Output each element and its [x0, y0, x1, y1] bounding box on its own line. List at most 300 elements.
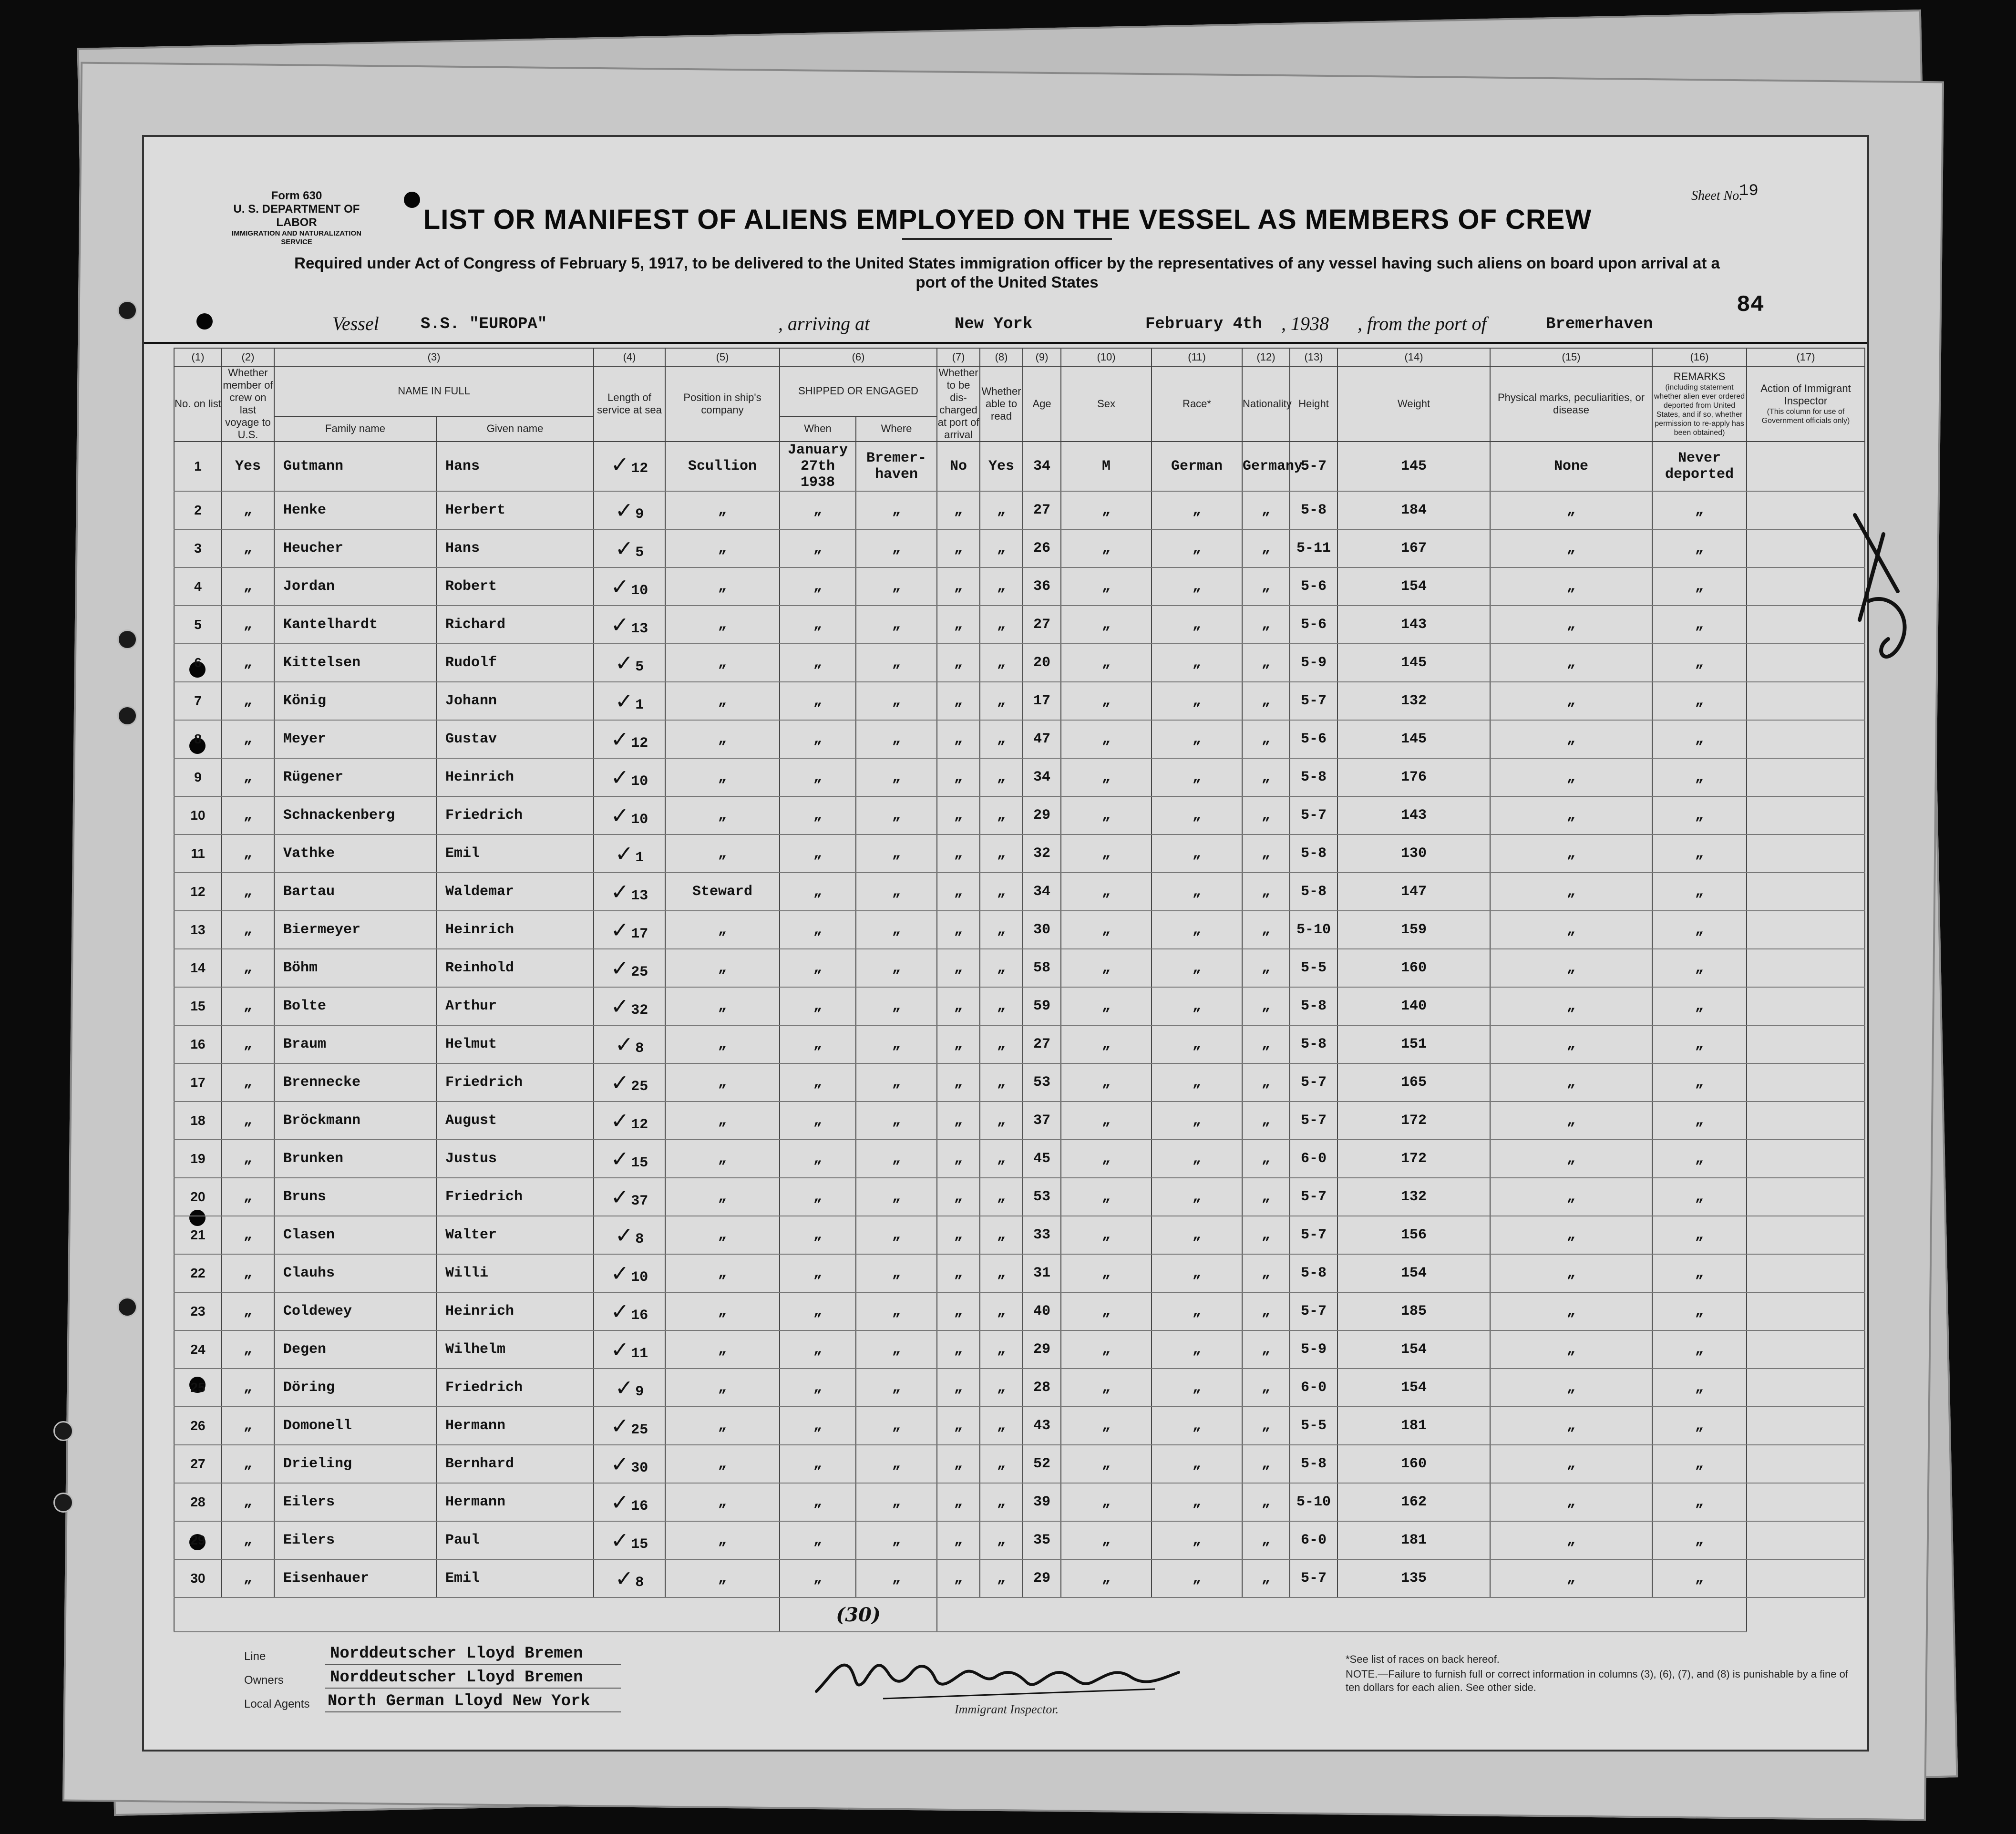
discharged-flag-cell [937, 987, 980, 1025]
remarks-cell [1652, 567, 1747, 606]
row-number: 9 [194, 770, 202, 784]
age-cell [1023, 758, 1061, 796]
family-name: Brunken [283, 1151, 344, 1167]
family-name: Bruns [283, 1189, 327, 1205]
nationality: „ [1262, 1113, 1271, 1129]
remarks: „ [1695, 1494, 1704, 1510]
shipped-where: „ [892, 1227, 901, 1243]
crew-member-flag-cell [222, 682, 274, 720]
remarks-cell [1652, 1178, 1747, 1216]
discharged-flag: „ [954, 1494, 963, 1510]
physical-marks-cell [1490, 1407, 1652, 1445]
height: 5-5 [1301, 960, 1327, 976]
arriving-port: New York [955, 315, 1033, 333]
age-cell [1023, 442, 1061, 491]
weight-cell [1337, 1063, 1490, 1102]
age-cell [1023, 491, 1061, 529]
given-name-cell [436, 529, 594, 567]
age: 53 [1033, 1189, 1051, 1205]
action-cell [1747, 1369, 1865, 1407]
discharged-flag: „ [954, 807, 963, 824]
family-name-cell [274, 1292, 436, 1330]
given-name: Willi [445, 1265, 489, 1281]
position: Steward [692, 884, 753, 900]
table-row [174, 835, 1865, 873]
able-to-read-cell [980, 1140, 1023, 1178]
weight: 135 [1401, 1570, 1427, 1587]
nationality-cell [1242, 1063, 1290, 1102]
sex: „ [1102, 502, 1111, 518]
shipped-where-cell [856, 1216, 937, 1254]
able-to-read: „ [997, 1570, 1006, 1587]
race: „ [1193, 1227, 1202, 1243]
nationality-cell [1242, 720, 1290, 758]
shipped-when: „ [813, 1151, 823, 1167]
sex-cell [1061, 1330, 1152, 1369]
family-name-cell [274, 1140, 436, 1178]
given-name-cell [436, 491, 594, 529]
crew-member-flag-cell [222, 1063, 274, 1102]
action-cell [1747, 1178, 1865, 1216]
shipped-where-cell [856, 758, 937, 796]
service-length: 8 [635, 1575, 644, 1591]
service-length-cell [594, 644, 665, 682]
family-name-cell [274, 1025, 436, 1063]
able-to-read-cell [980, 720, 1023, 758]
nationality: „ [1262, 884, 1271, 900]
given-name: Friedrich [445, 1074, 523, 1091]
able-to-read: „ [997, 884, 1006, 900]
crew-member-flag-cell [222, 758, 274, 796]
weight: 156 [1401, 1227, 1427, 1243]
nationality: „ [1262, 1532, 1271, 1548]
sex-cell [1061, 491, 1152, 529]
height-cell [1290, 1483, 1337, 1521]
crew-member-flag: „ [243, 884, 252, 900]
height: 5-7 [1301, 1570, 1327, 1587]
position: „ [718, 1494, 727, 1510]
crew-member-flag: „ [243, 540, 252, 556]
remarks: „ [1695, 540, 1704, 556]
height: 5-7 [1301, 1113, 1327, 1129]
position: „ [718, 1303, 727, 1319]
shipped-when: „ [813, 884, 823, 900]
weight: 145 [1401, 731, 1427, 747]
discharged-flag: „ [954, 655, 963, 671]
position-cell [665, 1559, 780, 1597]
physical-marks-cell [1490, 1521, 1652, 1559]
nationality: „ [1262, 769, 1271, 785]
shipped-where-cell [856, 682, 937, 720]
shipped-when-cell [780, 835, 856, 873]
nationality-cell [1242, 911, 1290, 949]
service-length: 15 [631, 1155, 648, 1171]
able-to-read-cell [980, 529, 1023, 567]
able-to-read-cell [980, 911, 1023, 949]
age-cell [1023, 1445, 1061, 1483]
shipped-where: „ [892, 1303, 901, 1319]
position: „ [718, 1074, 727, 1091]
position: „ [718, 960, 727, 976]
check-mark-icon: ✓ [610, 1070, 629, 1095]
given-name: Reinhold [445, 960, 514, 976]
given-name-cell [436, 1330, 594, 1369]
physical-marks: „ [1567, 502, 1576, 518]
shipped-when: „ [813, 502, 823, 518]
row-number: 17 [190, 1075, 206, 1090]
position: Scullion [688, 458, 757, 474]
row-number: 13 [190, 922, 206, 937]
nationality: „ [1262, 655, 1271, 671]
weight: 160 [1401, 1456, 1427, 1472]
weight-cell [1337, 644, 1490, 682]
form-title: LIST OR MANIFEST OF ALIENS EMPLOYED ON THE VESSEL AS MEMBERS OF CREW [423, 204, 1592, 235]
row-number-cell [174, 1292, 222, 1330]
race: „ [1193, 1189, 1202, 1205]
shipped-when-cell [780, 1178, 856, 1216]
line-rule [325, 1664, 621, 1665]
weight-cell [1337, 606, 1490, 644]
row-number: 18 [190, 1113, 206, 1128]
action-title: Action of Immigrant Inspector [1760, 382, 1851, 407]
row-number-cell [174, 949, 222, 987]
given-name: August [445, 1113, 497, 1129]
nationality-cell [1242, 529, 1290, 567]
row-number-cell [174, 873, 222, 911]
shipped-when-cell [780, 606, 856, 644]
crew-member-flag: „ [243, 1036, 252, 1052]
age-cell [1023, 1292, 1061, 1330]
remarks-cell [1652, 644, 1747, 682]
remarks: „ [1695, 1532, 1704, 1548]
crew-member-flag-cell [222, 1559, 274, 1597]
crew-member-flag-cell [222, 835, 274, 873]
shipped-where: „ [892, 845, 901, 862]
age: 34 [1033, 769, 1051, 785]
row-number-cell [174, 1407, 222, 1445]
discharged-flag-cell [937, 1407, 980, 1445]
crew-member-flag: Yes [235, 458, 261, 474]
service-length: 13 [631, 621, 648, 637]
remarks: „ [1695, 1265, 1704, 1281]
height-cell [1290, 1445, 1337, 1483]
position-cell [665, 1063, 780, 1102]
discharged-flag-cell [937, 1445, 980, 1483]
crew-member-flag: „ [243, 1494, 252, 1510]
service-length-cell [594, 835, 665, 873]
position: „ [718, 1189, 727, 1205]
physical-marks-cell [1490, 796, 1652, 835]
crew-member-flag-cell [222, 873, 274, 911]
row-number: 12 [190, 884, 206, 899]
shipped-when-cell [780, 1445, 856, 1483]
remarks: „ [1695, 1074, 1704, 1091]
race: „ [1193, 731, 1202, 747]
family-name-cell [274, 682, 436, 720]
age: 28 [1033, 1380, 1051, 1396]
given-name: Wilhelm [445, 1341, 506, 1358]
shipped-when: „ [813, 1570, 823, 1587]
remarks: „ [1695, 922, 1704, 938]
table-row [174, 1407, 1865, 1445]
shipped-where: „ [892, 807, 901, 824]
remarks: „ [1695, 1418, 1704, 1434]
sex: „ [1102, 807, 1111, 824]
shipped-when-cell [780, 758, 856, 796]
weight-cell [1337, 911, 1490, 949]
position: „ [718, 731, 727, 747]
race: „ [1193, 1303, 1202, 1319]
position-cell [665, 1445, 780, 1483]
height: 5-6 [1301, 578, 1327, 595]
family-name: Clauhs [283, 1265, 335, 1281]
shipped-when-cell [780, 1407, 856, 1445]
table-row [174, 442, 1865, 491]
action-cell [1747, 911, 1865, 949]
able-to-read-cell [980, 873, 1023, 911]
row-number-cell [174, 796, 222, 835]
service-length-cell [594, 529, 665, 567]
given-name-cell [436, 835, 594, 873]
remarks-cell [1652, 1102, 1747, 1140]
age-cell [1023, 682, 1061, 720]
shipped-when: „ [813, 731, 823, 747]
race: „ [1193, 1456, 1202, 1472]
crew-member-flag-cell [222, 1369, 274, 1407]
height: 5-7 [1301, 693, 1327, 709]
discharged-flag-cell [937, 911, 980, 949]
col-number: (3) [274, 348, 594, 366]
shipped-when: „ [813, 1074, 823, 1091]
given-name-cell [436, 873, 594, 911]
nationality: „ [1262, 617, 1271, 633]
row-number-cell [174, 1445, 222, 1483]
remarks: „ [1695, 1456, 1704, 1472]
family-name-cell [274, 796, 436, 835]
col-header-given-name: Given name [436, 416, 594, 442]
remarks-cell [1652, 835, 1747, 873]
age: 39 [1033, 1494, 1051, 1510]
nationality-cell [1242, 949, 1290, 987]
position-cell [665, 835, 780, 873]
family-name-cell [274, 606, 436, 644]
table-row [174, 682, 1865, 720]
family-name-cell [274, 1216, 436, 1254]
service-length: 1 [635, 697, 644, 713]
family-name: Braum [283, 1036, 327, 1052]
crew-member-flag: „ [243, 845, 252, 862]
check-mark-icon: ✓ [610, 879, 629, 905]
action-cell [1747, 1483, 1865, 1521]
age: 27 [1033, 1036, 1051, 1052]
age: 43 [1033, 1418, 1051, 1434]
crew-member-flag: „ [243, 1151, 252, 1167]
position: „ [718, 617, 727, 633]
given-name-cell [436, 1025, 594, 1063]
remarks-cell [1652, 1445, 1747, 1483]
physical-marks: „ [1567, 845, 1576, 862]
vessel-label: Vessel [332, 313, 379, 334]
shipped-where-cell [856, 796, 937, 835]
sex-cell [1061, 1254, 1152, 1292]
given-name: Emil [445, 1570, 480, 1587]
able-to-read-cell [980, 835, 1023, 873]
physical-marks-cell [1490, 1216, 1652, 1254]
race: „ [1193, 1570, 1202, 1587]
family-name-cell [274, 758, 436, 796]
service-length: 30 [631, 1460, 648, 1476]
service-length-cell [594, 758, 665, 796]
nationality-cell [1242, 1559, 1290, 1597]
family-name: Schnackenberg [283, 807, 395, 824]
remarks-cell [1652, 720, 1747, 758]
position: „ [718, 1456, 727, 1472]
check-mark-icon: ✓ [610, 574, 629, 599]
crew-member-flag-cell [222, 1445, 274, 1483]
discharged-flag-cell [937, 1521, 980, 1559]
action-cell [1747, 1216, 1865, 1254]
position-cell [665, 1369, 780, 1407]
shipped-where: „ [892, 1151, 901, 1167]
service-length: 10 [631, 773, 648, 790]
check-mark-icon: ✓ [610, 1184, 629, 1210]
position: „ [718, 845, 727, 862]
row-number: 22 [190, 1266, 206, 1280]
family-name: Bartau [283, 884, 335, 900]
row-number: 24 [190, 1342, 206, 1357]
age-cell [1023, 835, 1061, 873]
shipped-when-cell [780, 1140, 856, 1178]
race-cell [1152, 1140, 1242, 1178]
nationality: „ [1262, 1036, 1271, 1052]
sex: „ [1102, 1341, 1111, 1358]
physical-marks-cell [1490, 1102, 1652, 1140]
discharged-flag-cell [937, 1063, 980, 1102]
given-name-cell [436, 1445, 594, 1483]
col-number: (6) [780, 348, 937, 366]
shipped-where-cell [856, 442, 937, 491]
family-name-cell [274, 720, 436, 758]
weight: 176 [1401, 769, 1427, 785]
height-cell [1290, 1102, 1337, 1140]
position: „ [718, 502, 727, 518]
height: 5-8 [1301, 884, 1327, 900]
nationality-cell [1242, 1521, 1290, 1559]
shipped-where: „ [892, 998, 901, 1014]
weight-cell [1337, 1445, 1490, 1483]
race: „ [1193, 1036, 1202, 1052]
row-number: 20 [190, 1189, 206, 1204]
race-cell [1152, 1292, 1242, 1330]
nationality-cell [1242, 1216, 1290, 1254]
weight-cell [1337, 949, 1490, 987]
given-name: Friedrich [445, 1189, 523, 1205]
able-to-read: „ [997, 769, 1006, 785]
family-name-cell [274, 1407, 436, 1445]
shipped-where: „ [892, 1380, 901, 1396]
weight: 154 [1401, 1380, 1427, 1396]
crew-member-flag-cell [222, 1407, 274, 1445]
shipped-when: „ [813, 1494, 823, 1510]
weight-cell [1337, 1140, 1490, 1178]
able-to-read-cell [980, 758, 1023, 796]
discharged-flag-cell [937, 1254, 980, 1292]
remarks: „ [1695, 1151, 1704, 1167]
weight-cell [1337, 1407, 1490, 1445]
shipped-where: „ [892, 1494, 901, 1510]
service-length-cell [594, 1178, 665, 1216]
race-cell [1152, 720, 1242, 758]
nationality-cell [1242, 1445, 1290, 1483]
row-number-cell [174, 1559, 222, 1597]
height-cell [1290, 644, 1337, 682]
table-row [174, 1178, 1865, 1216]
race: „ [1193, 1532, 1202, 1548]
weight-cell [1337, 1292, 1490, 1330]
family-name-cell [274, 442, 436, 491]
able-to-read: „ [997, 922, 1006, 938]
able-to-read: „ [997, 1074, 1006, 1091]
nationality-cell [1242, 835, 1290, 873]
family-name: Kantelhardt [283, 617, 378, 633]
discharged-flag: „ [954, 1456, 963, 1472]
remarks-cell [1652, 758, 1747, 796]
given-name: Paul [445, 1532, 480, 1548]
given-name: Arthur [445, 998, 497, 1014]
height-cell [1290, 1407, 1337, 1445]
shipped-where-cell [856, 1330, 937, 1369]
family-name-cell [274, 987, 436, 1025]
sex-cell [1061, 1369, 1152, 1407]
row-number: 27 [190, 1456, 206, 1471]
nationality-cell [1242, 987, 1290, 1025]
service-length: 12 [631, 1117, 648, 1133]
sex-cell [1061, 1063, 1152, 1102]
shipped-when: „ [813, 1532, 823, 1548]
sex-cell [1061, 1521, 1152, 1559]
physical-marks-cell [1490, 758, 1652, 796]
height: 5-8 [1301, 769, 1327, 785]
service-length: 10 [631, 583, 648, 599]
family-name: Bolte [283, 998, 327, 1014]
remarks: „ [1695, 1303, 1704, 1319]
shipped-when-cell [780, 529, 856, 567]
height: 6-0 [1301, 1151, 1327, 1167]
position-cell [665, 644, 780, 682]
height: 5-10 [1296, 922, 1331, 938]
nationality: „ [1262, 807, 1271, 824]
weight: 132 [1401, 1189, 1427, 1205]
position: „ [718, 1380, 727, 1396]
shipped-when-cell [780, 1063, 856, 1102]
shipped-where: „ [892, 655, 901, 671]
check-mark-icon: ✓ [610, 993, 629, 1019]
sex-cell [1061, 758, 1152, 796]
sex-cell [1061, 1292, 1152, 1330]
given-name-cell [436, 567, 594, 606]
able-to-read-cell [980, 796, 1023, 835]
sex: „ [1102, 617, 1111, 633]
shipped-where-cell [856, 1254, 937, 1292]
race-cell [1152, 682, 1242, 720]
service-length-cell [594, 491, 665, 529]
remarks-cell [1652, 911, 1747, 949]
service-length: 8 [635, 1231, 644, 1247]
shipped-where: „ [892, 1456, 901, 1472]
margin-pencil-mark [1841, 505, 1926, 677]
sex-cell [1061, 442, 1152, 491]
physical-marks: None [1554, 458, 1589, 474]
